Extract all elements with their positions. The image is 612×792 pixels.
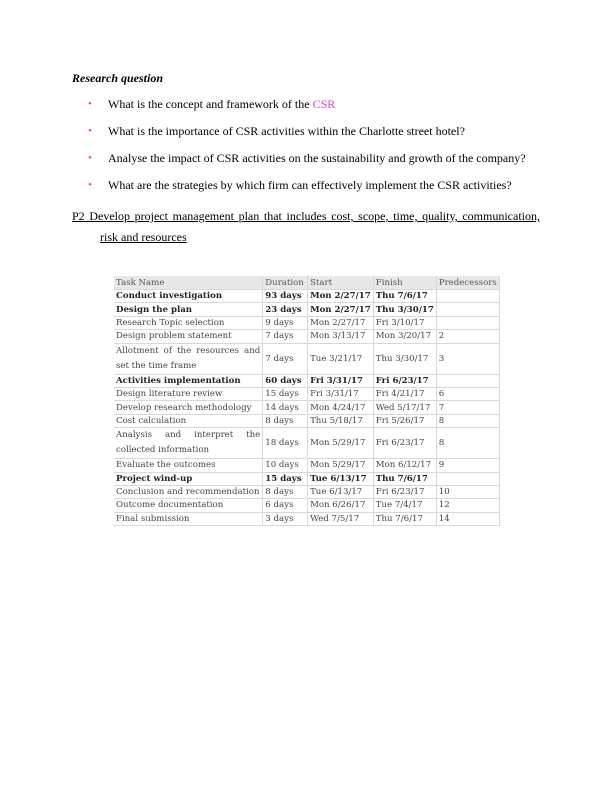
bullet-icon: •: [88, 125, 92, 137]
table-row: [114, 512, 500, 525]
duration-cell: 7 days: [263, 343, 308, 374]
duration-cell: 93 days: [263, 290, 308, 303]
bullet-icon: •: [88, 179, 92, 191]
table-row: [114, 428, 500, 459]
column-header-task-name: Task Name: [114, 276, 263, 290]
table-row: [114, 316, 500, 329]
duration-cell: 6 days: [263, 499, 308, 512]
predecessors-cell: 3: [436, 343, 499, 374]
task-name-cell: Design the plan: [114, 303, 263, 316]
table-body: [114, 290, 500, 526]
finish-cell: Fri 6/23/17: [373, 374, 436, 387]
task-name-cell: Conduct investigation: [114, 290, 263, 303]
bullet-text: What are the strategies by which firm can effectively implement the CSR activities?: [108, 178, 512, 192]
finish-cell: Thu 3/30/17: [373, 343, 436, 374]
start-cell: Wed 7/5/17: [308, 512, 374, 525]
duration-cell: 15 days: [263, 472, 308, 485]
bullet-icon: •: [88, 98, 92, 110]
start-cell: Tue 3/21/17: [308, 343, 374, 374]
predecessors-cell: [436, 374, 499, 387]
finish-cell: Fri 6/23/17: [373, 485, 436, 498]
column-header-finish: Finish: [373, 276, 436, 290]
table-row: [114, 303, 500, 316]
duration-cell: 60 days: [263, 374, 308, 387]
predecessors-cell: 14: [436, 512, 499, 525]
task-name-cell: Research Topic selection: [114, 316, 263, 329]
duration-cell: 7 days: [263, 330, 308, 343]
start-cell: Mon 5/29/17: [308, 459, 374, 472]
task-name-cell: Outcome documentation: [114, 499, 263, 512]
list-item: [72, 124, 542, 151]
table-row: [114, 485, 500, 498]
start-cell: Mon 5/29/17: [308, 428, 374, 459]
finish-cell: Thu 7/6/17: [373, 290, 436, 303]
predecessors-cell: 10: [436, 485, 499, 498]
start-cell: Thu 5/18/17: [308, 414, 374, 427]
start-cell: Fri 3/31/17: [308, 387, 374, 400]
column-header-duration: Duration: [263, 276, 308, 290]
finish-cell: Wed 5/17/17: [373, 401, 436, 414]
list-item: [72, 151, 542, 178]
column-header-predecessors: Predecessors: [436, 276, 499, 290]
project-schedule-table: [114, 276, 500, 526]
finish-cell: Thu 7/6/17: [373, 512, 436, 525]
start-cell: Mon 6/26/17: [308, 499, 374, 512]
list-item: [72, 97, 542, 124]
finish-cell: Fri 6/23/17: [373, 428, 436, 459]
finish-cell: Fri 3/10/17: [373, 316, 436, 329]
duration-cell: 8 days: [263, 485, 308, 498]
table-header-row: [114, 276, 500, 290]
start-cell: Fri 3/31/17: [308, 374, 374, 387]
task-name-cell: Design problem statement: [114, 330, 263, 343]
start-cell: Mon 2/27/17: [308, 303, 374, 316]
task-name-cell: Evaluate the outcomes: [114, 459, 263, 472]
start-cell: Tue 6/13/17: [308, 485, 374, 498]
task-name-cell: Design literature review: [114, 387, 263, 400]
task-name-cell: Project wind-up: [114, 472, 263, 485]
finish-cell: Mon 6/12/17: [373, 459, 436, 472]
finish-cell: Thu 3/30/17: [373, 303, 436, 316]
table-row: [114, 374, 500, 387]
finish-cell: Mon 3/20/17: [373, 330, 436, 343]
duration-cell: 14 days: [263, 401, 308, 414]
p2-line-1: P2 Develop project management plan that includes cost, scope, time, quality, communication,: [72, 209, 540, 223]
task-name-cell: Develop research methodology: [114, 401, 263, 414]
csr-highlight: CSR: [312, 97, 336, 111]
predecessors-cell: 8: [436, 414, 499, 427]
duration-cell: 10 days: [263, 459, 308, 472]
task-name-cell: Conclusion and recommendation: [114, 485, 263, 498]
finish-cell: Fri 4/21/17: [373, 387, 436, 400]
predecessors-cell: [436, 316, 499, 329]
predecessors-cell: 7: [436, 401, 499, 414]
table-row: [114, 459, 500, 472]
p2-line-2: risk and resources: [100, 230, 187, 244]
table-row: [114, 290, 500, 303]
task-name-cell: Activities implementation: [114, 374, 263, 387]
column-header-start: Start: [308, 276, 374, 290]
finish-cell: Tue 7/4/17: [373, 499, 436, 512]
duration-cell: 18 days: [263, 428, 308, 459]
research-question-heading: Research question: [72, 71, 164, 85]
table-row: [114, 330, 500, 343]
bullet-text: What is the concept and framework of the CSR: [108, 97, 336, 111]
start-cell: Mon 3/13/17: [308, 330, 374, 343]
research-question-list: [72, 97, 542, 205]
start-cell: Mon 4/24/17: [308, 401, 374, 414]
duration-cell: 3 days: [263, 512, 308, 525]
predecessors-cell: 9: [436, 459, 499, 472]
start-cell: Tue 6/13/17: [308, 472, 374, 485]
start-cell: Mon 2/27/17: [308, 290, 374, 303]
predecessors-cell: 6: [436, 387, 499, 400]
predecessors-cell: 8: [436, 428, 499, 459]
task-name-cell: Allotment of the resources and set the time frame: [114, 343, 263, 374]
predecessors-cell: 12: [436, 499, 499, 512]
bullet-icon: •: [88, 152, 92, 164]
table-row: [114, 343, 500, 374]
predecessors-cell: 2: [436, 330, 499, 343]
predecessors-cell: [436, 472, 499, 485]
table-row: [114, 387, 500, 400]
list-item: [72, 178, 542, 205]
task-name-cell: Final submission: [114, 512, 263, 525]
table-row: [114, 499, 500, 512]
duration-cell: 15 days: [263, 387, 308, 400]
p2-paragraph: [72, 206, 540, 248]
predecessors-cell: [436, 290, 499, 303]
duration-cell: 8 days: [263, 414, 308, 427]
start-cell: Mon 2/27/17: [308, 316, 374, 329]
table-row: [114, 472, 500, 485]
duration-cell: 9 days: [263, 316, 308, 329]
bullet-text: Analyse the impact of CSR activities on the sustainability and growth of the company?: [108, 151, 526, 165]
task-name-cell: Analysis and interpret the collected information: [114, 428, 263, 459]
predecessors-cell: [436, 303, 499, 316]
finish-cell: Fri 5/26/17: [373, 414, 436, 427]
bullet-text: What is the importance of CSR activities within the Charlotte street hotel?: [108, 124, 465, 138]
task-name-cell: Cost calculation: [114, 414, 263, 427]
table-row: [114, 401, 500, 414]
table-row: [114, 414, 500, 427]
duration-cell: 23 days: [263, 303, 308, 316]
finish-cell: Thu 7/6/17: [373, 472, 436, 485]
